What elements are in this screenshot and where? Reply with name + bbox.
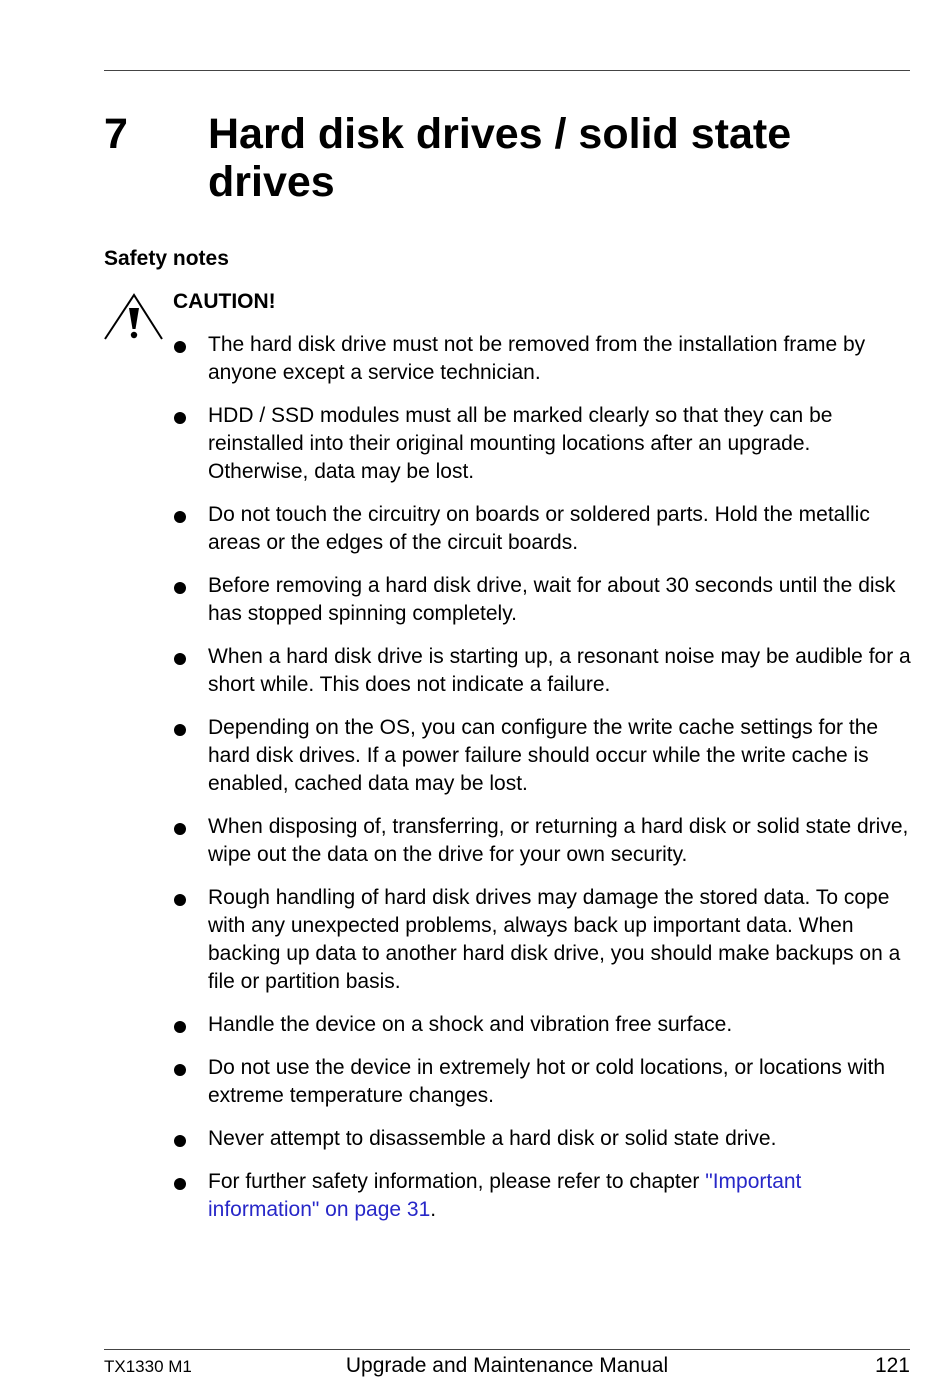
footer-manual-title: Upgrade and Maintenance Manual: [345, 1354, 669, 1377]
list-item: [171, 714, 911, 798]
list-item: [171, 402, 911, 486]
list-item-text: Handle the device on a shock and vibration free surface.: [208, 1013, 733, 1036]
chapter-number: 7: [104, 110, 128, 158]
footer-model: TX1330 M1: [104, 1357, 192, 1376]
list-item-text: Do not use the device in extremely hot or cold locations, or locations with extreme temperature changes.: [208, 1056, 886, 1107]
reference-prefix: For further safety information, please refer to chapter: [208, 1170, 706, 1193]
bullet-icon: [174, 511, 186, 523]
list-item-text: Depending on the OS, you can configure the write cache settings for the hard disk drives. If a power failure should occur while the write cache is enabled, cached data may be lost.: [208, 716, 879, 795]
list-item: [171, 331, 911, 387]
list-item: [171, 1125, 911, 1153]
list-item-text: Rough handling of hard disk drives may damage the stored data. To cope with any unexpected problems, always back up important data. When backing up data to another hard disk drive, you should make backups on a file or partition basis.: [208, 886, 901, 993]
bullet-icon: [174, 1178, 186, 1190]
chapter-title: Hard disk drives / solid state drives: [208, 110, 792, 206]
bullet-icon: [174, 341, 186, 353]
bullet-icon: [174, 894, 186, 906]
list-item: [171, 884, 911, 996]
bullet-icon: [174, 1064, 186, 1076]
footer-rule: [104, 1349, 910, 1350]
warning-triangle-icon: [102, 291, 164, 347]
list-item: [171, 572, 911, 628]
bullet-icon: [174, 412, 186, 424]
list-item: [171, 1168, 911, 1224]
list-item: [171, 501, 911, 557]
reference-suffix: .: [430, 1198, 437, 1221]
list-item-text: Never attempt to disassemble a hard disk or solid state drive.: [208, 1127, 777, 1150]
list-item-text: The hard disk drive must not be removed from the installation frame by anyone except a service technician.: [208, 333, 866, 384]
bullet-icon: [174, 724, 186, 736]
list-item: [171, 643, 911, 699]
bullet-icon: [174, 823, 186, 835]
list-item: [171, 1054, 911, 1110]
list-item-text: Before removing a hard disk drive, wait for about 30 seconds until the disk has stopped spinning completely.: [208, 574, 896, 625]
list-item: [171, 1011, 911, 1039]
bullet-icon: [174, 582, 186, 594]
bullet-icon: [174, 1021, 186, 1033]
important-information-link[interactable]: "Important information" on page 31: [208, 1170, 802, 1221]
safety-notes-list: [171, 331, 911, 1239]
list-item-text: When disposing of, transferring, or returning a hard disk or solid state drive, wipe out the data on the drive for your own security.: [208, 815, 909, 866]
section-heading: Safety notes: [104, 247, 229, 270]
list-item-text: When a hard disk drive is starting up, a resonant noise may be audible for a short while. This does not indicate a failure.: [208, 645, 911, 696]
list-item: [171, 813, 911, 869]
page-number: 121: [874, 1354, 910, 1377]
list-item-text: Do not touch the circuitry on boards or soldered parts. Hold the metallic areas or the edges of the circuit boards.: [208, 503, 870, 554]
caution-label: CAUTION!: [173, 290, 276, 313]
list-item-text: [208, 1168, 911, 1224]
header-rule: [104, 70, 910, 71]
bullet-icon: [174, 653, 186, 665]
list-item-text: HDD / SSD modules must all be marked clearly so that they can be reinstalled into their original mounting locations after an upgrade. Otherwise, data may be lost.: [208, 404, 833, 483]
bullet-icon: [174, 1135, 186, 1147]
